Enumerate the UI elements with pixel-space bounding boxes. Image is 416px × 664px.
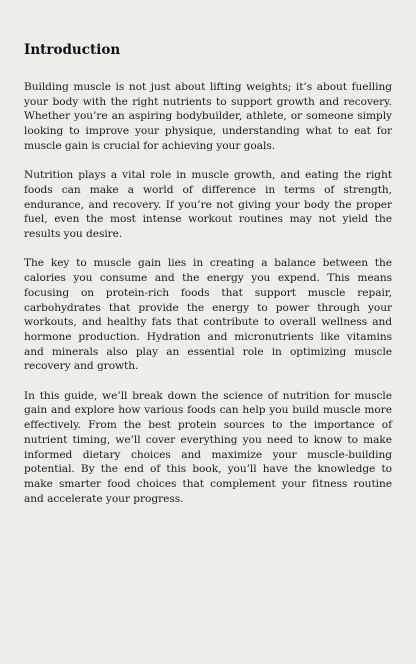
paragraph-4: In this guide, we’ll break down the science of nutrition for muscle gain and explore how various foods can help you build muscle more effectively. From the best protein sources to the importance of nutrient timing, we’ll cover everything you need to know to make informed dietary choices and maximize your muscle-building potential. By the end of this book, you’ll have the knowledge to make smarter food choices that complement your fitness routine and accelerate your progress. (24, 389, 392, 505)
paragraph-3: The key to muscle gain lies in creating a balance between the calories you consume and the energy you expend. This means focusing on protein-rich foods that support muscle repair, carbohydrates that provide the energy to power through your workouts, and healthy fats that contribute to overall wellness and hormone production. Hydration and micronutrients like vitamins and minerals also play an essential role in optimizing muscle recovery and growth. (24, 257, 392, 373)
section-heading: Introduction (24, 42, 121, 58)
paragraph-2: Nutrition plays a vital role in muscle growth, and eating the right foods can make a world of difference in terms of strength, endurance, and recovery. If you’re not giving your body the proper fuel, even the most intense workout routines may not yield the results you desire. (24, 169, 392, 241)
paragraph-1: Building muscle is not just about lifting weights; it’s about fuelling your body with the right nutrients to support growth and recovery. Whether you’re an aspiring bodybuilder, athlete, or someone simply looking to improve your physique, understanding what to eat for muscle gain is crucial for achieving your goals. (24, 81, 392, 152)
